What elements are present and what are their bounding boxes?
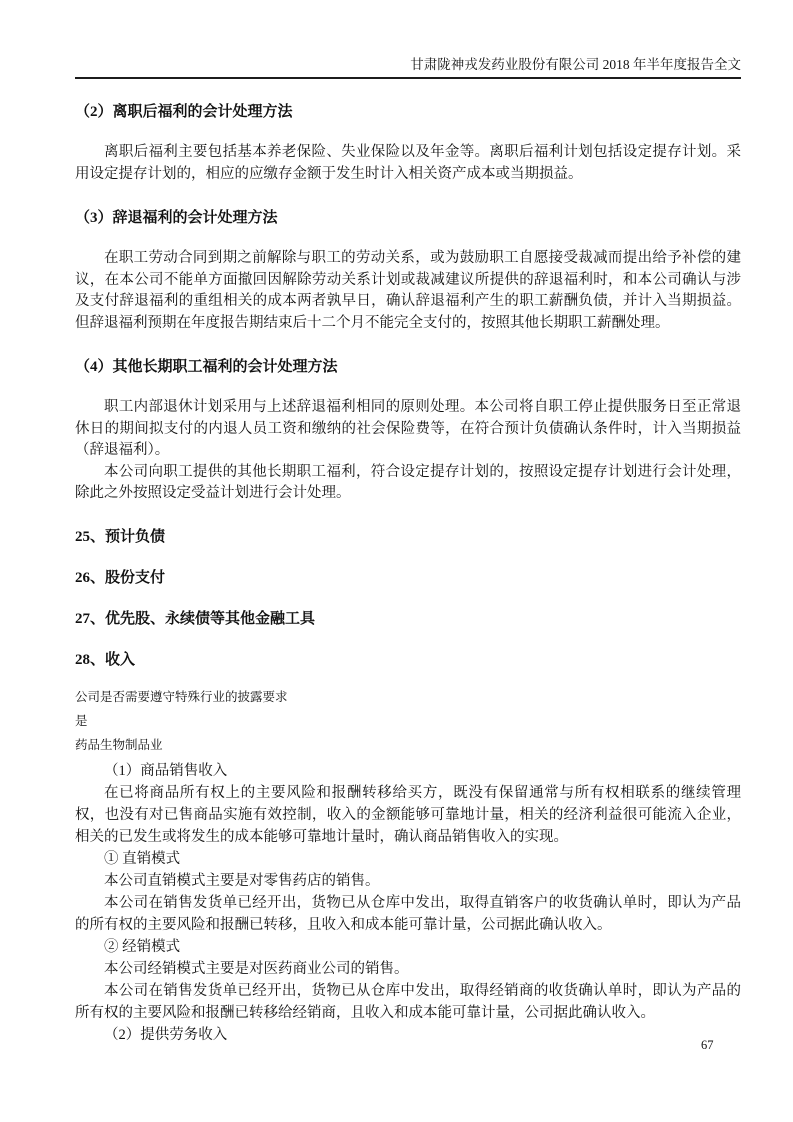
heading-26-share-payment: 26、股份支付 [75,569,166,586]
para-termination-benefits: 在职工劳动合同到期之前解除与职工的劳动关系，或为鼓励职工自愿接受裁减而提出给予补偿的建议，在本公司不能单方面撤回因解除劳动关系计划或裁减建议所提供的辞退福利时，和本公司确认与涉及支付辞退福利的重组相关的成本两者孰早日，确认辞退福利产生的职工薪酬负债，并计入当期损益。但辞退福利预期在年度报告期结束后十二个月不能完全支付的，按照其他长期职工薪酬处理。 [75,250,741,331]
heading-27-preferred-shares: 27、优先股、永续债等其他金融工具 [75,610,316,627]
page-content [75,56,741,1046]
para-other-longterm-benefits-2: 本公司向职工提供的其他长期职工福利，符合设定提存计划的，按照设定提存计划进行会计处理，除此之外按照设定受益计划进行会计处理。 [75,463,741,501]
para-goods-sales-revenue: 在已将商品所有权上的主要风险和报酬转移给买方，既没有保留通常与所有权相联系的继续管理权，也没有对已售商品实施有效控制，收入的金额能够可靠地计量，相关的经济利益很可能流入企业，相关的已发生或将发生的成本能够可靠地计量时，确认商品销售收入的实现。 [75,784,741,845]
para-distribution-2: 本公司在销售发货单已经开出，货物已从仓库中发出，取得经销商的收货确认单时，即认为产品的所有权的主要风险和报酬已转移给经销商，且收入和成本能可靠计量，公司据此确认收入。 [75,982,741,1021]
heading-28-revenue: 28、收入 [75,651,136,668]
heading-termination-benefits: （3）辞退福利的会计处理方法 [75,210,278,226]
subheading-direct-sales-model: ① 直销模式 [104,850,181,867]
heading-25-estimated-liabilities: 25、预计负债 [75,528,166,545]
industry-disclosure-block [75,690,741,753]
page-number: 67 [701,1038,714,1052]
heading-post-employment-benefits: （2）离职后福利的会计处理方法 [75,104,293,120]
para-direct-sales-2: 本公司在销售发货单已经开出，货物已从仓库中发出，取得直销客户的收货确认单时，即认为产品的所有权的主要风险和报酬已转移，且收入和成本能可靠计量，公司据此确认收入。 [75,894,741,933]
subheading-service-revenue: （2）提供劳务收入 [104,1026,228,1043]
industry-name: 药品生物制品业 [75,737,163,752]
disclosure-question: 公司是否需要遵守特殊行业的披露要求 [75,689,288,704]
report-header-title: 甘肃陇神戎发药业股份有限公司 2018 年半年度报告全文 [75,56,741,79]
subheading-goods-sales-revenue: （1）商品销售收入 [104,762,228,779]
disclosure-answer: 是 [75,713,88,728]
heading-other-longterm-benefits: （4）其他长期职工福利的会计处理方法 [75,359,338,375]
para-distribution-1: 本公司经销模式主要是对医药商业公司的销售。 [104,960,409,977]
subheading-distribution-model: ② 经销模式 [104,938,181,955]
revenue-recognition-block [75,760,741,1046]
para-post-employment-benefits: 离职后福利主要包括基本养老保险、失业保险以及年金等。离职后福利计划包括设定提存计划。采用设定提存计划的，相应的应缴存金额于发生时计入相关资产成本或当期损益。 [75,144,741,182]
para-direct-sales-1: 本公司直销模式主要是对零售药店的销售。 [104,872,380,889]
para-other-longterm-benefits-1: 职工内部退休计划采用与上述辞退福利相同的原则处理。本公司将自职工停止提供服务日至正常退休日的期间拟支付的内退人员工资和缴纳的社会保险费等，在符合预计负债确认条件时，计入当期损益（辞退福利）。 [75,399,741,458]
